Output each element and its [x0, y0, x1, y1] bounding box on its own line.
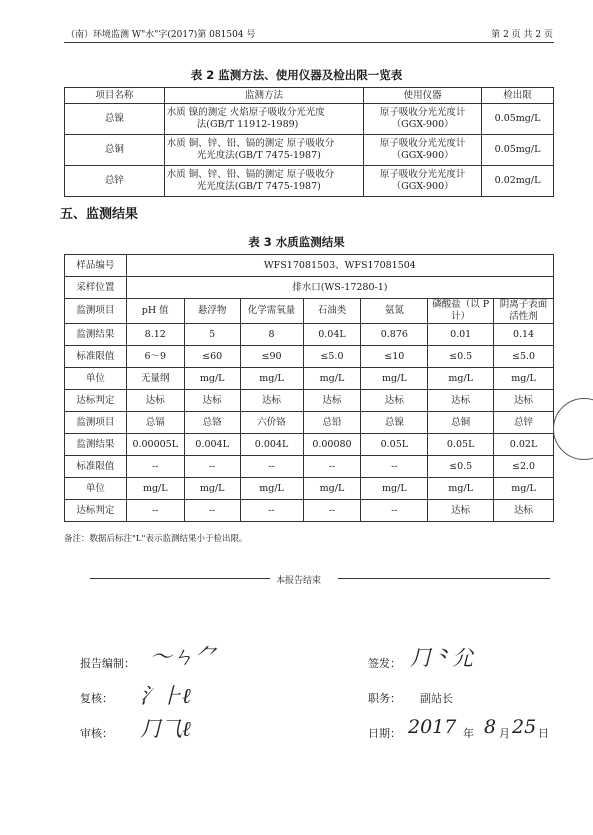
table-cell: ≤0.5 — [428, 456, 494, 478]
table-cell: ≤2.0 — [494, 456, 554, 478]
table-row — [65, 324, 554, 346]
auditor-label: 审核： — [80, 727, 113, 740]
limit-cell: 0.05mg/L — [482, 135, 554, 166]
table2-title: 表 2 监测方法、使用仪器及检出限一览表 — [190, 68, 403, 82]
column-header: 项目名称 — [65, 88, 165, 104]
table-cell: mg/L — [240, 368, 303, 390]
limit-cell: 0.02mg/L — [482, 166, 554, 197]
row-label: 采样位置 — [65, 277, 127, 299]
table-cell: -- — [240, 456, 303, 478]
table-cell: 总铜 — [428, 412, 494, 434]
column-header: 检出限 — [482, 88, 554, 104]
table-cell: 悬浮物 — [184, 299, 240, 324]
date-label: 日期： — [368, 727, 401, 740]
row-label: 单位 — [65, 368, 127, 390]
table-cell: -- — [240, 500, 303, 522]
table-cell: 达标 — [184, 390, 240, 412]
table-cell: 总镍 — [361, 412, 428, 434]
method-cell: 水质 镍的测定 火焰原子吸收分光光度 法(GB/T 11912-1989) — [164, 104, 364, 135]
table-row — [65, 412, 554, 434]
date-year-suffix: 年 — [463, 727, 474, 740]
table-cell: -- — [303, 456, 361, 478]
table-cell: 达标 — [494, 390, 554, 412]
table-cell: 化学需氧量 — [240, 299, 303, 324]
table-row — [65, 478, 554, 500]
row-label: 监测项目 — [65, 299, 127, 324]
sample-number: WFS17081503、WFS17081504 — [126, 255, 553, 277]
row-label: 单位 — [65, 478, 127, 500]
table-cell: 达标 — [303, 390, 361, 412]
position-value: 副站长 — [420, 692, 453, 705]
table-row — [65, 368, 554, 390]
table-cell: 0.004L — [184, 434, 240, 456]
table-cell: 0.04L — [303, 324, 361, 346]
table-cell: 0.876 — [361, 324, 428, 346]
table-cell: 总铬 — [184, 412, 240, 434]
signer-signature: ⺆⺀⺏ — [410, 646, 473, 670]
table-row — [65, 456, 554, 478]
reviewer-signature: ⺡⺊ℓ — [140, 684, 191, 708]
row-label: 监测项目 — [65, 412, 127, 434]
table-cell: 0.004L — [240, 434, 303, 456]
table-row — [65, 434, 554, 456]
row-label: 达标判定 — [65, 390, 127, 412]
end-of-report: 本报告结束 — [270, 573, 327, 586]
table-row — [65, 346, 554, 368]
table-cell: -- — [361, 500, 428, 522]
table-cell: 氨氮 — [361, 299, 428, 324]
table-cell: mg/L — [126, 478, 184, 500]
table-cell: mg/L — [361, 368, 428, 390]
table-cell: 8.12 — [126, 324, 184, 346]
table-cell: ≤60 — [184, 346, 240, 368]
table-cell: 总镉 — [126, 412, 184, 434]
column-header: 监测方法 — [164, 88, 364, 104]
table-cell: 5 — [184, 324, 240, 346]
table-cell: 六价铬 — [240, 412, 303, 434]
table-cell: pH 值 — [126, 299, 184, 324]
table-row — [65, 299, 554, 324]
table-cell: 0.05L — [361, 434, 428, 456]
table-row — [65, 135, 554, 166]
date-day-suffix: 日 — [538, 727, 549, 740]
table-cell: 达标 — [428, 500, 494, 522]
table-cell: 0.02L — [494, 434, 554, 456]
item-name: 总镍 — [65, 104, 165, 135]
row-label: 标准限值 — [65, 346, 127, 368]
table-cell: 石油类 — [303, 299, 361, 324]
table-cell: mg/L — [184, 368, 240, 390]
table-cell: ≤0.5 — [428, 346, 494, 368]
instrument-cell: 原子吸收分光光度计 （GGX-900） — [364, 104, 482, 135]
table-cell: -- — [184, 456, 240, 478]
table-cell: -- — [126, 456, 184, 478]
methods-table — [64, 87, 554, 197]
reviewer-label: 复核： — [80, 692, 113, 705]
compiler-signature: 〜ㄣ⺈ — [150, 645, 217, 670]
table-cell: 达标 — [494, 500, 554, 522]
row-label: 监测结果 — [65, 324, 127, 346]
sample-location: 排水口(WS-17280-1) — [126, 277, 553, 299]
table-cell: 0.14 — [494, 324, 554, 346]
table-cell: ≤5.0 — [494, 346, 554, 368]
end-divider-left — [90, 578, 270, 579]
table-cell: -- — [361, 456, 428, 478]
table-row — [65, 166, 554, 197]
table-cell: 阴离子表面活性剂 — [494, 299, 554, 324]
row-label: 监测结果 — [65, 434, 127, 456]
instrument-cell: 原子吸收分光光度计 （GGX-900） — [364, 166, 482, 197]
table-row — [65, 104, 554, 135]
table-row — [65, 255, 554, 277]
table-note: 备注：数据后标注"L"表示监测结果小于检出限。 — [64, 534, 248, 544]
table-row — [65, 390, 554, 412]
table-cell: ≤5.0 — [303, 346, 361, 368]
header-divider — [64, 42, 554, 43]
table-cell: mg/L — [428, 478, 494, 500]
row-label: 达标判定 — [65, 500, 127, 522]
date-month-suffix: 月 — [499, 727, 510, 740]
method-cell: 水质 铜、锌、铅、镉的测定 原子吸收分 光光度法(GB/T 7475-1987) — [164, 166, 364, 197]
instrument-cell: 原子吸收分光光度计 （GGX-900） — [364, 135, 482, 166]
table-cell: mg/L — [303, 368, 361, 390]
table-cell: mg/L — [494, 368, 554, 390]
table-cell: 总铅 — [303, 412, 361, 434]
table-cell: 总锌 — [494, 412, 554, 434]
table-cell: 磷酸盐（以 P 计） — [428, 299, 494, 324]
date-day: 25 — [512, 716, 537, 738]
table-cell: mg/L — [303, 478, 361, 500]
table-cell: mg/L — [361, 478, 428, 500]
table-cell: 达标 — [428, 390, 494, 412]
table-cell: 达标 — [361, 390, 428, 412]
compiler-label: 报告编制： — [80, 657, 135, 670]
report-number: （南）环境监测 W"水"字(2017)第 081504 号 — [66, 30, 256, 40]
table-cell: 达标 — [126, 390, 184, 412]
section-heading: 五、监测结果 — [60, 207, 139, 222]
table-cell: mg/L — [184, 478, 240, 500]
limit-cell: 0.05mg/L — [482, 104, 554, 135]
table-cell: 0.00080 — [303, 434, 361, 456]
item-name: 总锌 — [65, 166, 165, 197]
table-cell: -- — [126, 500, 184, 522]
table-row — [65, 500, 554, 522]
table-header-row — [65, 88, 554, 104]
table-cell: mg/L — [428, 368, 494, 390]
table-cell: -- — [184, 500, 240, 522]
table-cell: 6～9 — [126, 346, 184, 368]
page-number: 第 2 页 共 2 页 — [491, 30, 553, 40]
table-cell: 达标 — [240, 390, 303, 412]
table-cell: ≤10 — [361, 346, 428, 368]
auditor-signature: ⺆⺄ℓ — [140, 717, 191, 741]
position-label: 职务： — [368, 692, 401, 705]
table-cell: mg/L — [494, 478, 554, 500]
signer-label: 签发： — [368, 657, 401, 670]
method-cell: 水质 铜、锌、铅、镉的测定 原子吸收分 光光度法(GB/T 7475-1987) — [164, 135, 364, 166]
row-label: 样品编号 — [65, 255, 127, 277]
row-label: 标准限值 — [65, 456, 127, 478]
date-year: 2017 — [408, 716, 457, 738]
table-cell: 0.00005L — [126, 434, 184, 456]
table-cell: -- — [303, 500, 361, 522]
table3-title: 表 3 水质监测结果 — [248, 235, 345, 249]
item-name: 总铜 — [65, 135, 165, 166]
table-cell: 8 — [240, 324, 303, 346]
end-divider-right — [338, 578, 550, 579]
table-cell: ≤90 — [240, 346, 303, 368]
table-cell: mg/L — [240, 478, 303, 500]
column-header: 使用仪器 — [364, 88, 482, 104]
seal-stamp-icon — [553, 398, 593, 460]
table-cell: 无量纲 — [126, 368, 184, 390]
results-table — [64, 254, 554, 522]
table-cell: 0.01 — [428, 324, 494, 346]
table-cell: 0.05L — [428, 434, 494, 456]
date-month: 8 — [484, 716, 497, 738]
table-row — [65, 277, 554, 299]
